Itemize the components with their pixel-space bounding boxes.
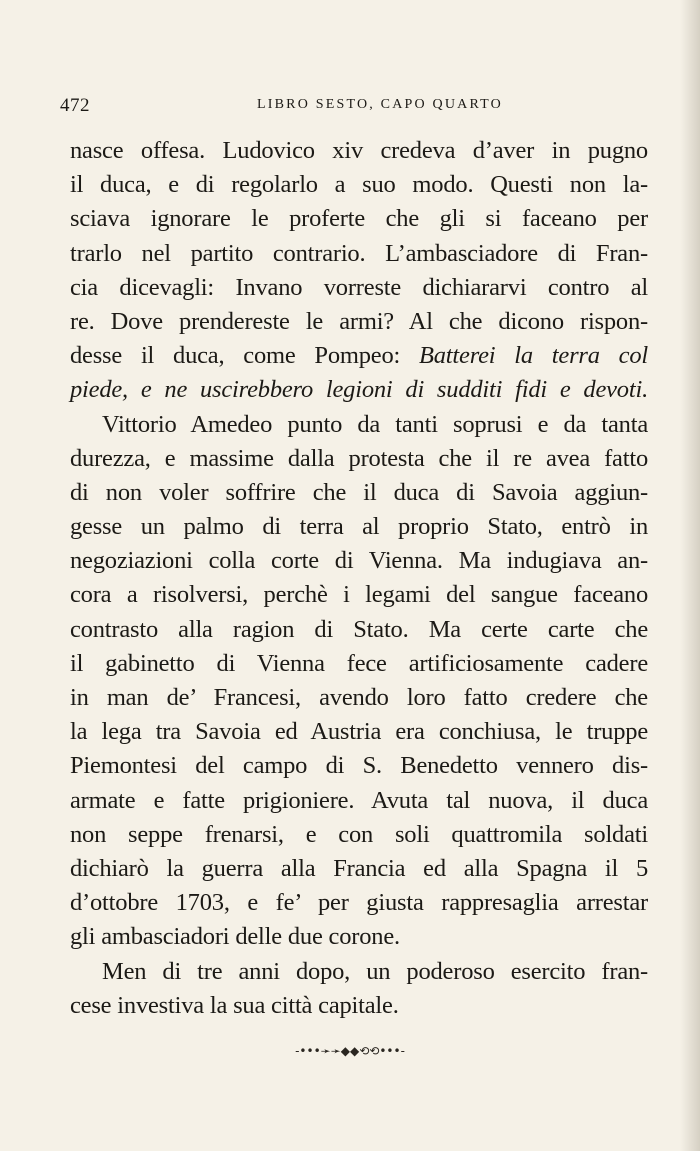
text-line: durezza, e massime dalla protesta che il re avea fatto <box>70 444 648 472</box>
text-line: nasce offesa. Ludovico xiv credeva d’aver in pugno <box>70 137 648 164</box>
text-line: di non voler soffrire che il duca di Savoia aggiun- <box>70 478 648 506</box>
text-line-paragraph-start: Vittorio Amedeo punto da tanti soprusi e da tanta <box>102 410 648 438</box>
text-line: la lega tra Savoia ed Austria era conchiusa, le truppe <box>70 718 648 746</box>
running-title: LIBRO SESTO, CAPO QUARTO <box>257 97 503 112</box>
text-segment: desse il duca, come Pompeo: <box>70 342 419 370</box>
running-head <box>60 95 650 119</box>
text-line: trarlo nel partito contrario. L’ambasciadore di Fran- <box>70 239 648 267</box>
text-line: non seppe frenarsi, e con soli quattromila soldati <box>70 820 648 848</box>
italic-segment: Batterei la terra col <box>418 342 648 370</box>
text-line-paragraph-end: gli ambasciadori delle due corone. <box>70 923 400 951</box>
text-line: dichiarò la guerra alla Francia ed alla Spagna il 5 <box>70 854 648 882</box>
text-line: gesse un palmo di terra al proprio Stato, entrò in <box>70 513 648 541</box>
text-line: cora a risolversi, perchè i legami del sangue faceano <box>70 581 648 609</box>
text-line-italic: piede, e ne uscirebbero legioni di sudditi fidi e devoti. <box>70 376 648 404</box>
text-line-paragraph-start: Men di tre anni dopo, un poderoso esercito fran- <box>102 957 648 985</box>
text-line: contrasto alla ragion di Stato. Ma certe carte che <box>70 615 648 643</box>
text-line-mixed <box>70 339 648 373</box>
text-line: cia dicevagli: Invano vorreste dichiararvi contro al <box>70 273 648 301</box>
page-number: 472 <box>60 95 90 116</box>
end-ornament: -•••➛➛◆◆⟲⟲•••- <box>295 1044 405 1058</box>
text-line: Piemontesi del campo di S. Benedetto vennero dis- <box>70 752 648 780</box>
text-line: armate e fatte prigioniere. Avuta tal nuova, il duca <box>70 786 648 814</box>
text-line: il duca, e di regolarlo a suo modo. Questi non la- <box>70 171 648 199</box>
text-line-paragraph-end: cese investiva la sua città capitale. <box>70 991 399 1019</box>
text-line: in man de’ Francesi, avendo loro fatto credere che <box>70 684 648 711</box>
text-line: d’ottobre 1703, e fe’ per giusta rappresaglia arrestar <box>70 889 648 917</box>
text-line: il gabinetto di Vienna fece artificiosamente cadere <box>70 649 648 677</box>
text-line: negoziazioni colla corte di Vienna. Ma indugiava an- <box>70 547 648 575</box>
text-line: re. Dove prendereste le armi? Al che dicono rispon- <box>70 307 648 335</box>
body-text <box>70 134 648 1023</box>
text-line: sciava ignorare le proferte che gli si faceano per <box>70 205 648 233</box>
